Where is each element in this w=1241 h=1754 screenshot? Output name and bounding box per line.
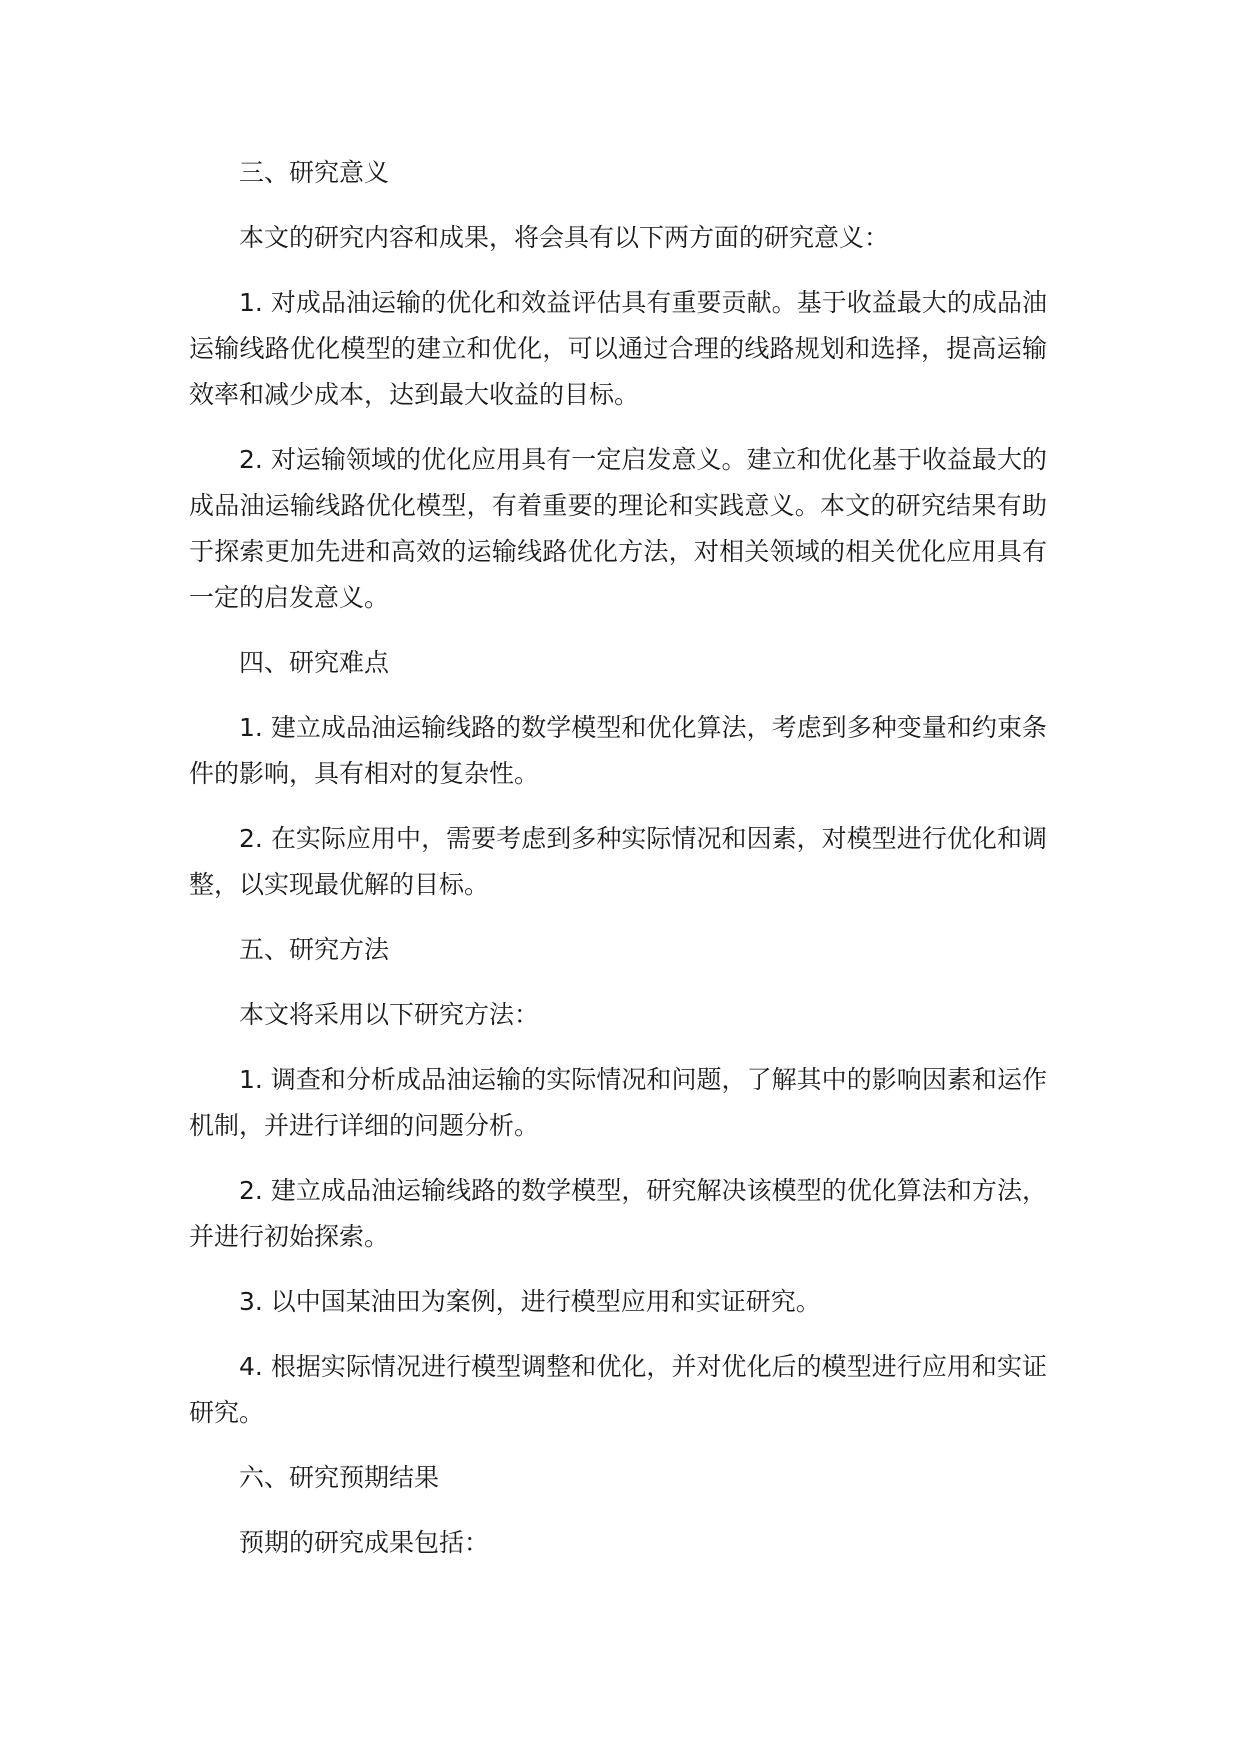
paragraph: 3. 以中国某油田为案例，进行模型应用和实证研究。 [239, 1287, 821, 1316]
section-heading-methods: 五、研究方法 [239, 935, 390, 964]
paragraph: 本文将采用以下研究方法： [239, 1000, 540, 1029]
paragraph: 4. 根据实际情况进行模型调整和优化，并对优化后的模型进行应用和实证研究。 [189, 1352, 1047, 1427]
paragraph: 预期的研究成果包括： [239, 1528, 490, 1557]
paragraph: 1. 调查和分析成品油运输的实际情况和问题，了解其中的影响因素和运作机制，并进行详细的问题分析。 [189, 1065, 1047, 1140]
section-heading-difficulties: 四、研究难点 [239, 648, 390, 677]
section-heading-significance: 三、研究意义 [239, 158, 390, 187]
paragraph: 2. 在实际应用中，需要考虑到多种实际情况和因素，对模型进行优化和调整，以实现最优解的目标。 [189, 824, 1047, 899]
paragraph: 1. 对成品油运输的优化和效益评估具有重要贡献。基于收益最大的成品油运输线路优化模型的建立和优化，可以通过合理的线路规划和选择，提高运输效率和减少成本，达到最大收益的目标。 [189, 288, 1047, 409]
paragraph: 2. 对运输领域的优化应用具有一定启发意义。建立和优化基于收益最大的成品油运输线路优化模型，有着重要的理论和实践意义。本文的研究结果有助于探索更加先进和高效的运输线路优化方法，对相关领域的相关优化应用具有一定的启发意义。 [189, 445, 1047, 612]
section-heading-expected-results: 六、研究预期结果 [239, 1463, 440, 1492]
paragraph: 2. 建立成品油运输线路的数学模型，研究解决该模型的优化算法和方法，并进行初始探索。 [189, 1176, 1047, 1251]
paragraph: 本文的研究内容和成果，将会具有以下两方面的研究意义： [239, 223, 890, 252]
document-body [189, 150, 1047, 1585]
paragraph: 1. 建立成品油运输线路的数学模型和优化算法，考虑到多种变量和约束条件的影响，具有相对的复杂性。 [189, 713, 1047, 788]
